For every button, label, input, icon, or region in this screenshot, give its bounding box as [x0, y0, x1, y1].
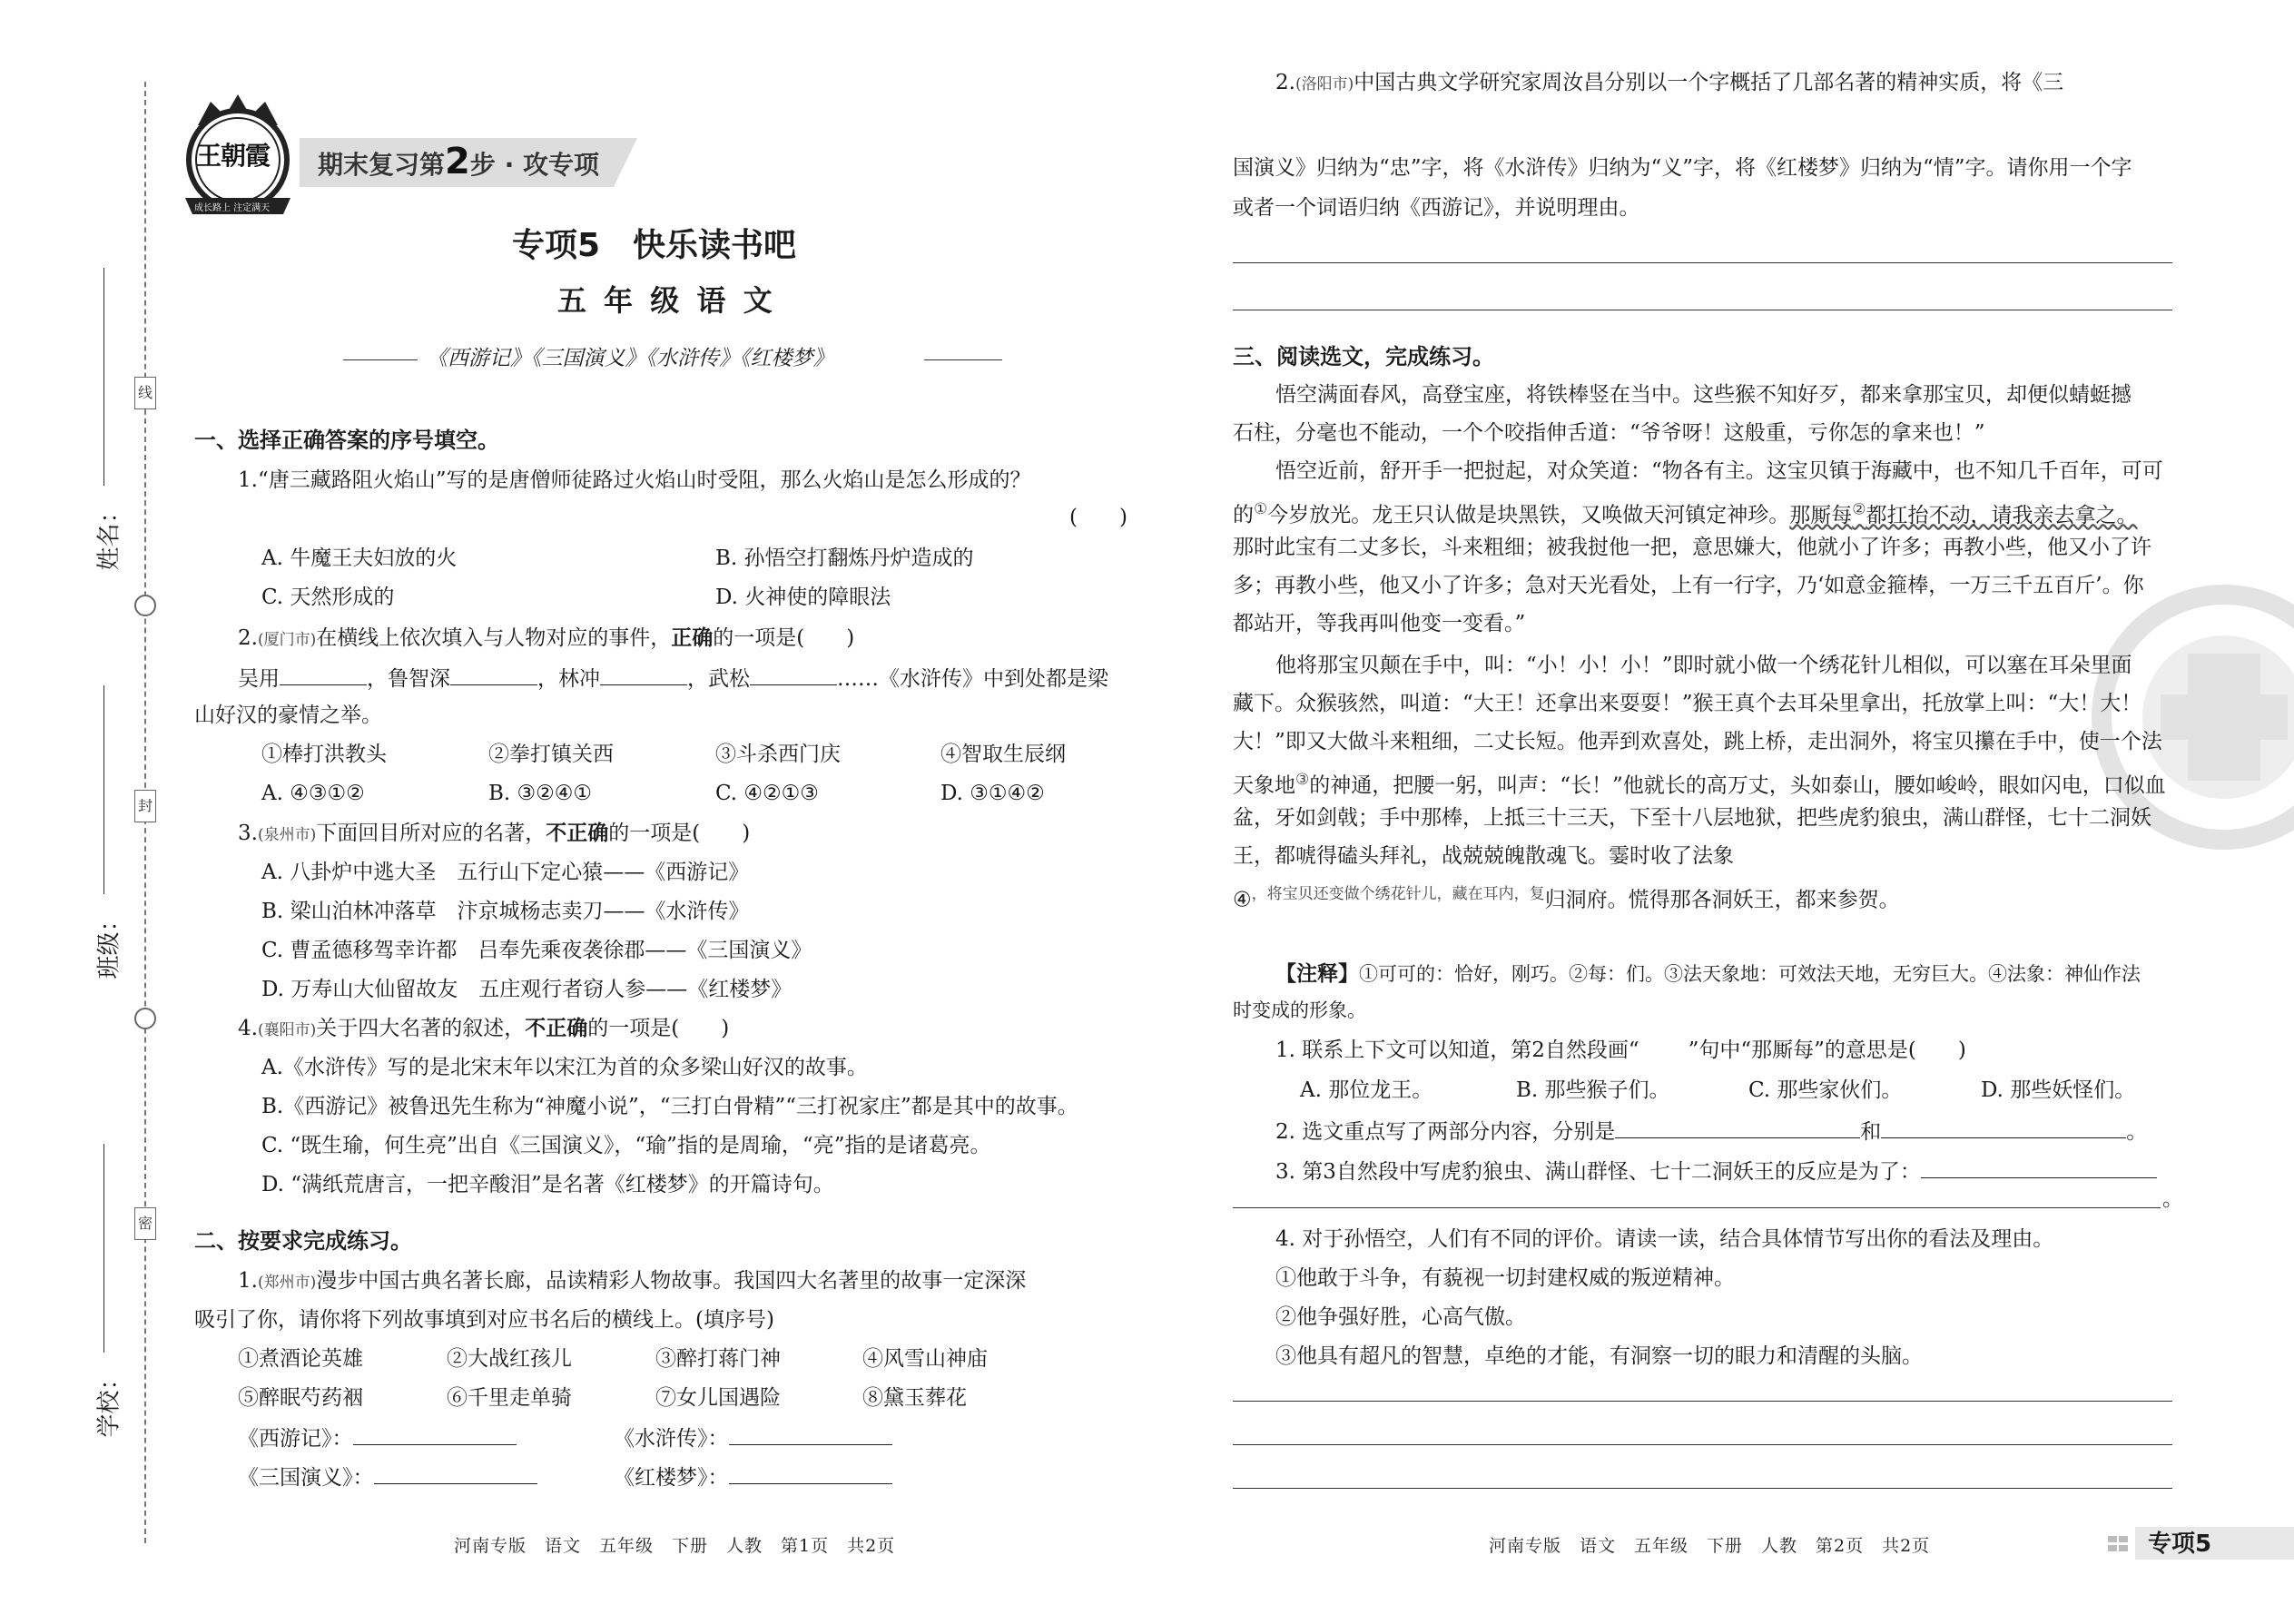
passage-p3-l7: ④$^{,将宝贝还变做个绣花针儿,藏在耳内,复}$归洞府。慌得那各洞妖王，都来参贺。: [1233, 885, 1900, 912]
binding-hole: [134, 595, 156, 616]
school-field[interactable]: [87, 1144, 123, 1452]
q2-option-c[interactable]: C. ④②①③: [715, 782, 819, 805]
story-item-2: ②大战红孩儿: [447, 1347, 572, 1371]
passage-p3-l1: 他将那宝贝颠在手中，叫：“小！小！小！”即时就小做一个绣花针儿相似，可以塞在耳朵里面: [1275, 654, 2132, 677]
r-q2-line2: 国演义》归纳为“忠”字，将《水浒传》归纳为“义”字，将《红楼梦》归纳为“情”字。请你用一个字: [1233, 156, 2132, 180]
r-q2-line1: 2.(洛阳市)中国古典文学研究家周汝昌分别以一个字概括了几部名著的精神实质，将《三: [1275, 71, 2064, 94]
passage-p2-l4: 多；再教小些，他又小了许多；急对天光看处，上有一行字，乃‘如意金箍棒，一万三千五百斤’。你: [1233, 574, 2144, 597]
q1-option-c[interactable]: C. 天然形成的: [261, 586, 395, 609]
answer-line[interactable]: [1233, 1401, 2172, 1402]
q2-event-2: ②拳打镇关西: [488, 743, 614, 766]
note-line-2: 时变成的形象。: [1233, 999, 1366, 1021]
answer-line[interactable]: [1233, 262, 2172, 263]
book-field-hongloumeng[interactable]: 《红楼梦》：: [614, 1463, 892, 1491]
r3-q3-end: 。: [2162, 1187, 2183, 1211]
r3-q1-stem: 1. 联系上下文可以知道，第2自然段画“ ”句中“那厮每”的意思是( ): [1275, 1038, 1966, 1062]
q2-option-a[interactable]: A. ④③①②: [261, 782, 365, 805]
s2-q1-stem-2: 吸引了你，请你将下列故事填到对应书名后的横线上。(填序号): [194, 1308, 774, 1332]
answer-line[interactable]: [1233, 1207, 2161, 1208]
story-item-5: ⑤醉眠芍药裀: [238, 1386, 363, 1410]
page-title: 专项5 快乐读书吧: [512, 227, 797, 264]
passage-p2-l2: 的①今岁放光。龙王只认做是块黑铁，又唤做天河镇定神珍。那厮每②都扛抬不动，请我亲去拿之。: [1233, 500, 2138, 527]
q3-option-d[interactable]: D. 万寿山大仙留故友 五庄观行者窃人参——《红楼梦》: [261, 978, 793, 1001]
name-label: 姓名：: [95, 499, 123, 571]
section-1-heading: 一、选择正确答案的序号填空。: [194, 428, 499, 453]
section-3-heading: 三、阅读选文，完成练习。: [1233, 344, 1494, 369]
section-tab-label: 专项5: [2148, 1530, 2212, 1558]
blank[interactable]: [1881, 1117, 2126, 1138]
q2-option-d[interactable]: D. ③①④②: [940, 782, 1045, 805]
rule: [343, 359, 418, 360]
q2-line3: 山好汉的豪情之举。: [194, 704, 382, 727]
q1-answer-paren[interactable]: ( ): [1069, 506, 1127, 529]
blank[interactable]: [600, 664, 687, 685]
r-q2-line3: 或者一个词语归纳《西游记》，并说明理由。: [1233, 196, 1640, 220]
class-field[interactable]: [87, 685, 123, 994]
class-label: 班级：: [95, 908, 123, 979]
binding-mark-seal: 封: [134, 790, 156, 822]
q4-option-c[interactable]: C. “既生瑜，何生亮”出自《三国演义》，“瑜”指的是周瑜，“亮”指的是诸葛亮。: [261, 1134, 991, 1157]
story-item-7: ⑦女儿国遇险: [655, 1386, 781, 1410]
tab-marker-icon: [2108, 1536, 2132, 1552]
note-line-1: 【注释】①可可的：恰好，刚巧。②每：们。③法天象地：可效法天地，无穷巨大。④法象：神仙作法: [1275, 961, 2141, 986]
s2-q1-stem: 1.(郑州市)漫步中国古典名著长廊，品读精彩人物故事。我国四大名著里的故事一定深深: [238, 1269, 1027, 1293]
story-item-8: ⑧黛玉葬花: [862, 1386, 967, 1410]
q1-option-d[interactable]: D. 火神使的障眼法: [715, 586, 891, 609]
book-field-shuihuzhuan[interactable]: 《水浒传》：: [614, 1424, 892, 1452]
footer-page-2: 河南专版 语文 五年级 下册 人教 第2页 共2页: [1489, 1536, 1931, 1556]
story-item-6: ⑥千里走单骑: [447, 1386, 572, 1410]
q2-option-b[interactable]: B. ③②④①: [488, 782, 593, 805]
r3-q4-opinion-3: ③他具有超凡的智慧，卓绝的才能，有洞察一切的眼力和清醒的头脑。: [1275, 1344, 1923, 1368]
r3-q1-option-c[interactable]: C. 那些家伙们。: [1748, 1078, 1903, 1102]
q4-stem: 4.(襄阳市)关于四大名著的叙述，不正确的一项是( ): [238, 1016, 730, 1040]
brand-logo: [180, 89, 296, 223]
passage-p3-l4: 天象地③的神通，把腰一躬，叫声：“长！”他就长的高万丈，头如泰山，腰如峻岭，眼如闪电，口似血: [1233, 771, 2166, 798]
r3-q4-opinion-1: ①他敢于斗争，有藐视一切封建权威的叛逆精神。: [1275, 1266, 1735, 1290]
q3-option-c[interactable]: C. 曹孟德移驾幸许都 吕奉先乘夜袭徐郡——《三国演义》: [261, 939, 812, 962]
q3-option-a[interactable]: A. 八卦炉中逃大圣 五行山下定心猿——《西游记》: [261, 861, 750, 884]
q3-stem: 3.(泉州市)下面回目所对应的名著，不正确的一项是( ): [238, 821, 751, 845]
q4-option-a[interactable]: A.《水浒传》写的是北宋末年以宋江为首的众多梁山好汉的故事。: [261, 1056, 868, 1079]
passage-p3-l2: 藏下。众猴骇然，叫道：“大王！还拿出来耍耍！”猴王真个去耳朵里拿出，托放掌上叫：“大！大！: [1233, 692, 2142, 715]
footer-page-1: 河南专版 语文 五年级 下册 人教 第1页 共2页: [454, 1536, 896, 1556]
passage-p3-l6: 王，都唬得磕头拜礼，战兢兢魄散魂飞。霎时收了法象: [1233, 844, 1734, 868]
binding-hole: [134, 1008, 156, 1029]
logo-text: 王朝霞: [196, 141, 271, 171]
q2-event-1: ①棒打洪教头: [261, 743, 387, 766]
page-subtitle: 五 年 级 语 文: [557, 283, 776, 318]
q1-option-b[interactable]: B. 孙悟空打翻炼丹炉造成的: [715, 546, 974, 570]
section-2-heading: 二、按要求完成练习。: [194, 1228, 412, 1254]
answer-line[interactable]: [1233, 1444, 2172, 1445]
binding-mark-line: 线: [134, 377, 156, 409]
books-line: 《西游记》《三国演义》《水浒传》《红楼梦》: [427, 347, 834, 370]
r3-q1-option-d[interactable]: D. 那些妖怪们。: [1981, 1078, 2136, 1102]
q4-option-d[interactable]: D. “满纸荒唐言，一把辛酸泪”是名著《红楼梦》的开篇诗句。: [261, 1173, 834, 1196]
logo-motto: 成长路上 注定满天: [194, 203, 271, 213]
q2-event-4: ④智取生辰纲: [940, 743, 1066, 766]
r3-q4-stem: 4. 对于孙悟空，人们有不同的评价。请读一读，结合具体情节写出你的看法及理由。: [1275, 1227, 2054, 1251]
blank[interactable]: [450, 664, 537, 685]
binding-mark-secret: 密: [134, 1207, 156, 1240]
r3-q1-option-b[interactable]: B. 那些猴子们。: [1516, 1078, 1670, 1102]
banner-text: 期末复习第2步 · 攻专项: [318, 141, 599, 182]
blank[interactable]: [750, 664, 837, 685]
blank[interactable]: [1615, 1117, 1860, 1138]
story-item-4: ④风雪山神庙: [862, 1347, 988, 1371]
q2-line2: 吴用 ，鲁智深 ，林冲 ，武松 ……《水浒传》中到处都是梁: [238, 664, 1108, 693]
passage-p1-l1: 悟空满面春风，高登宝座，将铁棒竖在当中。这些猴不知好歹，都来拿那宝贝，却便似蜻蜓撼: [1275, 383, 2132, 407]
passage-p3-l5: 盆，牙如剑戟；手中那棒，上抵三十三天，下至十八层地狱，把些虎豹狼虫，满山群怪，七十二洞妖: [1233, 806, 2151, 830]
passage-p2-l1: 悟空近前，舒开手一把挝起，对众笑道：“物各有主。这宝贝镇于海藏中，也不知几千百年，可可: [1275, 459, 2163, 483]
book-field-xiyouji[interactable]: 《西游记》：: [238, 1424, 517, 1452]
answer-line[interactable]: [1233, 1488, 2172, 1489]
story-item-3: ③醉打蒋门神: [655, 1347, 781, 1371]
passage-p3-l3: 大！”即又大做斗来粗细，二丈长短。他弄到欢喜处，跳上桥，走出洞外，将宝贝攥在手中，使一个法: [1233, 730, 2162, 753]
q1-option-a[interactable]: A. 牛魔王夫妇放的火: [261, 546, 458, 570]
name-field[interactable]: [87, 268, 123, 595]
q2-stem: 2.(厦门市)在横线上依次填入与人物对应的事件，正确的一项是( ): [238, 625, 855, 650]
book-field-sanguo[interactable]: 《三国演义》：: [238, 1463, 537, 1491]
blank[interactable]: [1921, 1157, 2157, 1178]
q4-option-b[interactable]: B.《西游记》被鲁迅先生称为“神魔小说”，“三打白骨精”“三打祝家庄”都是其中的故事。: [261, 1095, 1078, 1118]
school-label: 学校：: [95, 1366, 123, 1438]
passage-p2-l3: 那时此宝有二丈多长，斗来粗细；被我挝他一把，意思嫌大，他就小了许多；再教小些，他又小了许: [1233, 536, 2151, 559]
q1-stem: 1.“唐三藏路阻火焰山”写的是唐僧师徒路过火焰山时受阻，那么火焰山是怎么形成的？: [238, 468, 1031, 492]
q2-event-3: ③斗杀西门庆: [715, 743, 841, 766]
r3-q3-stem: 3. 第3自然段中写虎豹狼虫、满山群怪、七十二洞妖王的反应是为了：: [1275, 1157, 2157, 1186]
r3-q1-option-a[interactable]: A. 那位龙王。: [1300, 1078, 1433, 1102]
story-item-1: ①煮酒论英雄: [238, 1347, 363, 1371]
r3-q2-stem: 2. 选文重点写了两部分内容，分别是 和 。: [1275, 1117, 2147, 1146]
r3-q4-opinion-2: ②他争强好胜，心高气傲。: [1275, 1305, 1526, 1329]
rule: [924, 359, 1002, 360]
blank[interactable]: [280, 664, 367, 685]
passage-p2-l5: 都站开，等我再叫他变一变看。”: [1233, 612, 1526, 635]
passage-p1-l2: 石柱，分毫也不能动，一个个咬指伸舌道：“爷爷呀！这般重，亏你怎的拿来也！”: [1233, 421, 1985, 445]
q3-option-b[interactable]: B. 梁山泊林冲落草 汴京城杨志卖刀——《水浒传》: [261, 900, 750, 923]
